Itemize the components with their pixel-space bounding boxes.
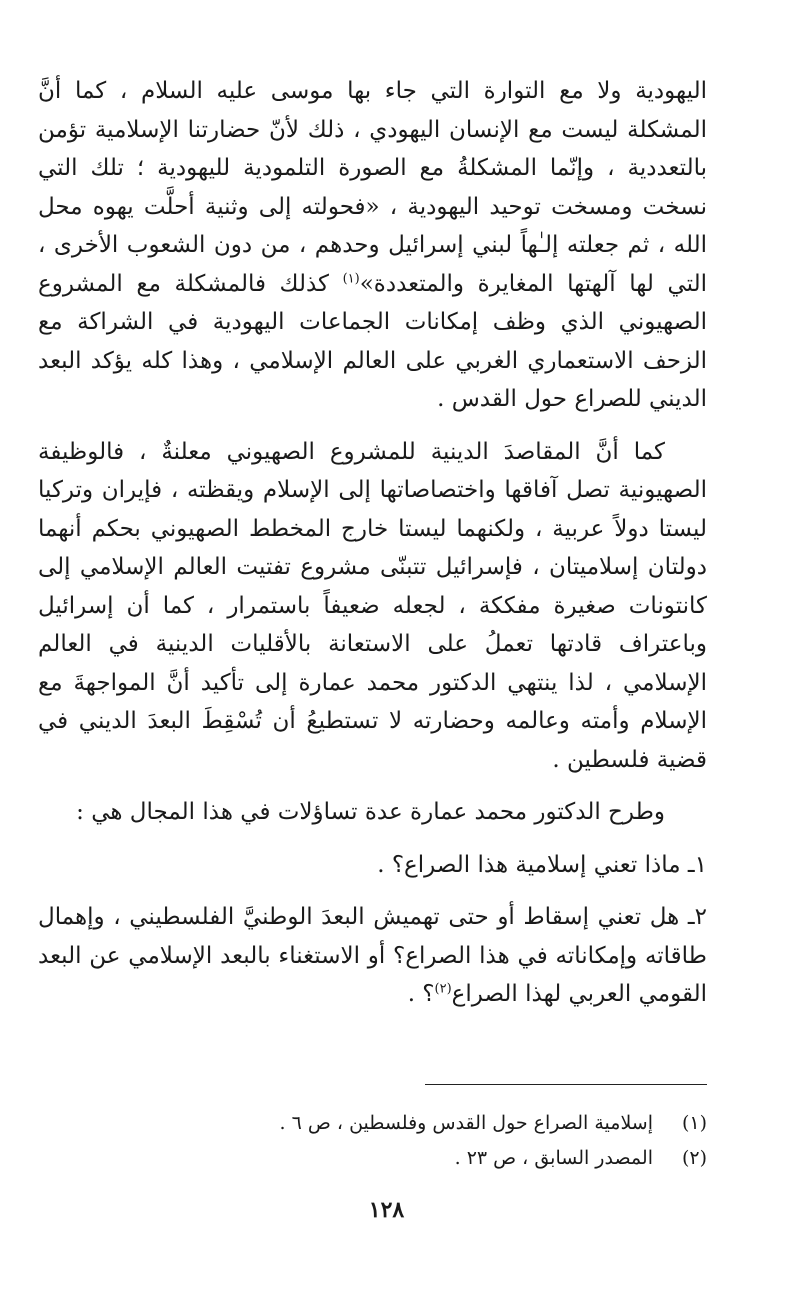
page-number-text: ١٢٨ [368,1197,405,1223]
question-1: ١ـ ماذا تعني إسلامية هذا الصراع؟ . [377,851,707,878]
footnote [38,1141,707,1176]
footnotes [38,1106,707,1176]
question-2-text: ٢ـ هل تعني إسقاط أو حتى تهميش البعدَ الوطنيَّ الفلسطيني ، وإهمال طاقاته وإمكاناته في هذا الصراع؟ أو الاستغناء بالبعد الإسلامي عن البعد القومي العربي لهذا الصراع [38,904,707,1007]
footnote-text: المصدر السابق ، ص ٢٣ . [454,1147,653,1169]
paragraph-1-continuation: كذلك فالمشكلة مع المشروع الصهيوني الذي وظف إمكانات الجماعات اليهودية في الشراكة مع الزحف الاستعماري الغربي على العالم الإسلامي ، وهذا كله يؤكد البعد الديني للصراع حول القدس . [38,270,707,412]
question-2-end: ؟ . [407,981,435,1007]
main-text [38,72,707,1014]
paragraph-1 [38,72,707,419]
footnote-ref-2: (٢) [434,981,452,997]
paragraph-3: وطرح الدكتور محمد عمارة عدة تساؤلات في هذا المجال هي : [76,799,665,825]
paragraph-2: كما أنَّ المقاصدَ الدينية للمشروع الصهيوني معلنةٌ ، فالوظيفة الصهيونية تصل آفاقها واختصاصاتها إلى الإسلام ويقظته ، فإيران وتركيا ليستا دولاً عربية ، ولكنهما ليستا خارج المخطط الصهيوني بحكم أنهما دولتان إسلاميتان ، فإسرائيل تتبنّى مشروع تفتيت العالم الإسلامي إلى كانتونات صغيرة مفككة ، لجعله ضعيفاً باستمرار ، كما أن إسرائيل وباعتراف قادتها تعملُ على الاستعانة بالأقليات الدينية في العالم الإسلامي ، لذا ينتهي الدكتور محمد عمارة إلى تأكيد أنَّ المواجهةَ مع الإسلام وأمته وعالمه وحضارته لا تستطيعُ أن تُسْقِطَ البعدَ الديني في قضية فلسطين . [38,438,707,773]
page-number [0,1197,803,1223]
footnote-number: (١) [681,1112,707,1134]
footnote-divider [425,1084,707,1085]
footnote-number: (٢) [681,1147,707,1169]
question-2 [38,898,707,1014]
footnote-ref-1: (١) [342,270,360,286]
footnote [38,1106,707,1141]
paragraph-1-text: اليهودية ولا مع التوارة التي جاء بها موسى عليه السلام ، كما أنَّ المشكلة ليست مع الإنسان اليهودي ، ذلك لأنّ حضارتنا الإسلامية تؤمن بالتعددية ، وإنّما المشكلةُ مع الصورة التلمودية لليهودية ؛ تلك التي نسخت ومسخت توحيد اليهودية ، «فحولته إلى وثنية أحلَّت يهوه محل الله ، ثم جعلته إلـٰهاً لبني إسرائيل وحدهم ، من دون الشعوب الأخرى ، التي لها آلهتها المغايرة والمتعددة» [38,78,707,297]
footnote-text: إسلامية الصراع حول القدس وفلسطين ، ص ٦ . [279,1112,653,1134]
